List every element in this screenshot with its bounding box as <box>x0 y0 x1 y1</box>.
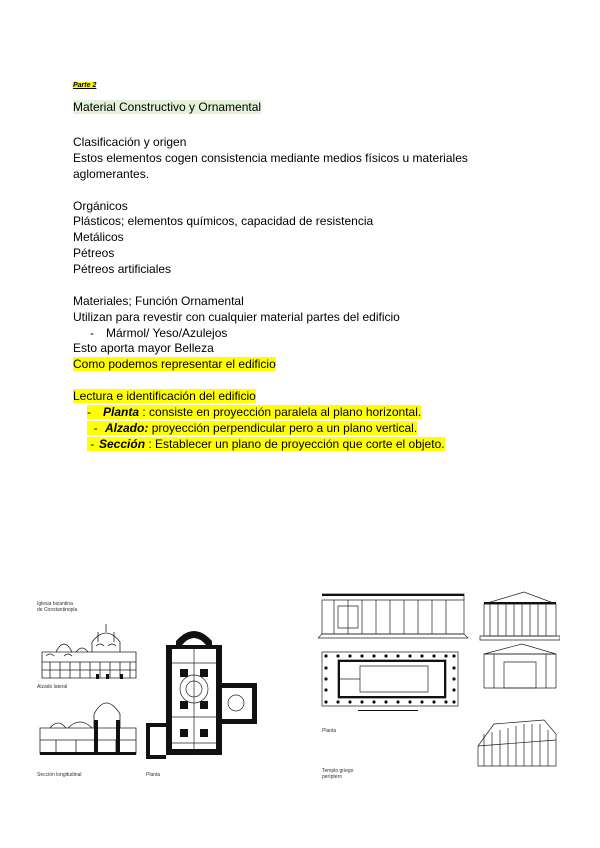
ornamental-text: Utilizan para revestir con cualquier material partes del edificio <box>73 310 400 324</box>
material-type-organic: Orgánicos <box>73 199 128 213</box>
greek-temple-drawing <box>318 584 560 776</box>
definition-seccion: Establecer un plano de proyección que corte el objeto. <box>155 437 445 451</box>
material-type-plastic: Plásticos; elementos químicos, capacidad de resistencia <box>73 214 374 228</box>
bullet-dash: - <box>87 437 95 451</box>
right-plan-caption: Planta <box>322 728 337 734</box>
term-planta: Planta <box>103 405 140 419</box>
reading-item-planta <box>87 405 421 420</box>
right-caption-bottom-1: Templo griego <box>322 768 354 774</box>
left-caption-bottom: Sección longitudinal <box>37 772 82 778</box>
reading-heading-text: Lectura e identificación del edificio <box>73 389 256 403</box>
definition-alzado: proyección perpendicular pero a un plano vertical. <box>151 421 418 435</box>
right-caption-bottom-2: períptero <box>322 774 343 780</box>
reading-item-planta-highlight <box>87 405 421 419</box>
term-seccion: Sección <box>99 437 146 451</box>
part-label <box>73 76 96 93</box>
reading-item-alzado <box>87 421 417 436</box>
term-alzado: Alzado: <box>105 421 149 435</box>
part-label-text: Parte 2 <box>73 82 97 89</box>
representation-question-text: Como podemos representar el edificio <box>73 357 276 371</box>
separator-planta: : <box>139 405 150 419</box>
reading-item-seccion <box>87 437 445 452</box>
ornamental-bullet-text: Mármol/ Yeso/Azulejos <box>106 326 228 340</box>
byzantine-church-drawing <box>36 618 146 768</box>
left-caption-top-2: de Constantinopla <box>37 607 78 613</box>
classification-text-1: Estos elementos cogen consistencia mediante medios físicos u materiales <box>73 151 468 165</box>
left-caption-mid: Alzado lateral <box>37 684 68 690</box>
material-type-artificial-stone: Pétreos artificiales <box>73 262 172 276</box>
bullet-dash: - <box>87 405 91 419</box>
ornamental-bullet <box>90 326 227 341</box>
reading-item-alzado-highlight <box>87 421 417 435</box>
byzantine-church-plan <box>146 623 276 768</box>
left-caption-top-1: Iglesia bizantina <box>37 601 73 607</box>
ornamental-heading: Materiales; Función Ornamental <box>73 294 244 308</box>
reading-heading <box>73 389 256 404</box>
ornamental-note: Esto aporta mayor Belleza <box>73 341 214 355</box>
separator-seccion: : <box>145 437 156 451</box>
reading-item-seccion-highlight <box>87 437 445 451</box>
section-title-text: Material Constructivo y Ornamental <box>73 100 262 114</box>
left-plan-caption: Planta <box>146 772 161 778</box>
material-type-stone: Pétreos <box>73 246 115 260</box>
bullet-dash: - <box>87 421 98 435</box>
classification-text-2: aglomerantes. <box>73 167 150 181</box>
section-title <box>73 100 261 115</box>
material-type-metallic: Metálicos <box>73 230 124 244</box>
representation-question <box>73 357 276 372</box>
bullet-dash: - <box>90 326 94 340</box>
classification-heading: Clasificación y origen <box>73 135 187 149</box>
definition-planta: consiste en proyección paralela al plano horizontal. <box>149 405 422 419</box>
